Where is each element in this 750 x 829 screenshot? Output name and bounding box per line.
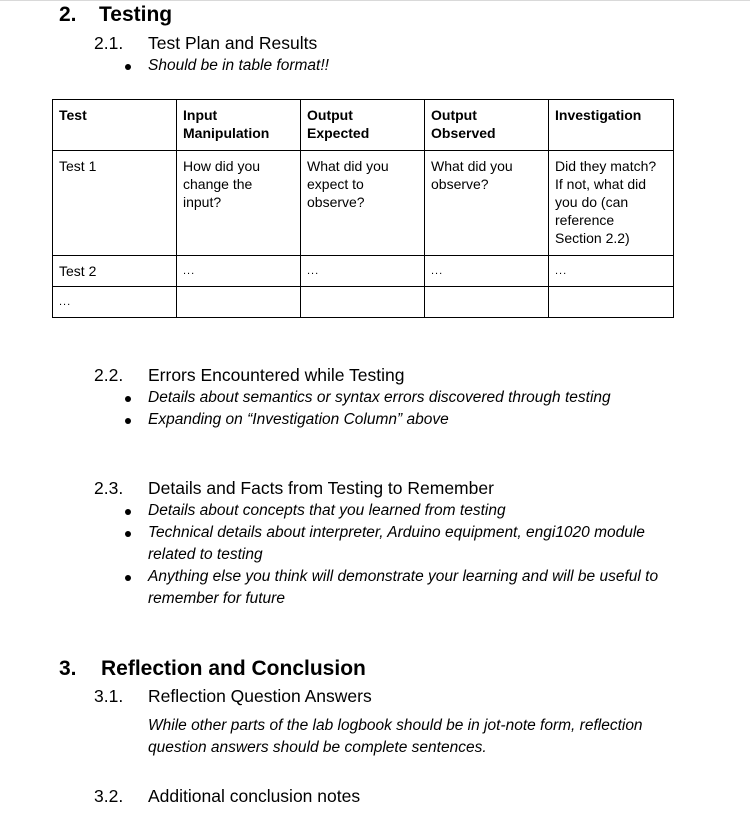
cell-text: ...: [307, 265, 320, 277]
subsection-3-2-title: Additional conclusion notes: [148, 786, 361, 806]
section-2-title: Testing: [99, 3, 173, 26]
bullet-dot: [125, 64, 131, 70]
header-cell-output-expected: [301, 100, 425, 151]
bullet-dot: [125, 575, 131, 581]
cell-text: Test 1: [59, 158, 97, 174]
table-cell: [425, 256, 549, 287]
header-cell-investigation: [549, 100, 674, 151]
header-text: Test: [59, 107, 87, 123]
cell-text: input?: [183, 194, 222, 210]
bullet-concepts: Details about concepts that you learned from testing: [148, 502, 506, 519]
bullet-technical-line-2: related to testing: [148, 546, 263, 563]
table-cell: [549, 256, 674, 287]
cell-text: Test 2: [59, 263, 97, 279]
header-cell-input-manipulation: [177, 100, 301, 151]
subsection-3-1-number: 3.1.: [94, 686, 124, 706]
cell-text: What did you: [431, 158, 513, 174]
table-cell: [177, 287, 301, 318]
reflection-note-line-1: While other parts of the lab logbook should be in jot-note form, reflection: [148, 717, 643, 734]
cell-text: If not, what did: [555, 176, 647, 192]
cell-text: How did you: [183, 158, 261, 174]
cell-text: expect to: [307, 176, 364, 192]
cell-text: What did you: [307, 158, 389, 174]
bullet-errors-details: Details about semantics or syntax errors discovered through testing: [148, 389, 611, 406]
cell-text: Section 2.2): [555, 230, 630, 246]
table-row: [53, 151, 674, 256]
bullet-dot: [125, 396, 131, 402]
table-cell: [53, 256, 177, 287]
cell-text: Did they match?: [555, 158, 657, 174]
cell-text: observe?: [307, 194, 365, 210]
table-cell: [301, 287, 425, 318]
cell-text: change the: [183, 176, 253, 192]
table-cell: [53, 151, 177, 256]
cell-text: ...: [183, 265, 196, 277]
subsection-2-3-number: 2.3.: [94, 478, 124, 498]
table-cell: [549, 287, 674, 318]
table-cell: [425, 151, 549, 256]
table-cell: [53, 287, 177, 318]
table-cell: [301, 151, 425, 256]
table-header-row: [53, 100, 674, 151]
cell-text: observe?: [431, 176, 489, 192]
reflection-note-line-2: question answers should be complete sentences.: [148, 739, 487, 756]
table-cell: [301, 256, 425, 287]
cell-text: ...: [59, 296, 72, 308]
page-top-border: [0, 0, 750, 1]
test-plan-table: [52, 99, 674, 318]
cell-text: you do (can: [555, 194, 629, 210]
header-text: Output: [431, 107, 477, 123]
subsection-2-2-number: 2.2.: [94, 365, 124, 385]
bullet-dot: [125, 509, 131, 515]
cell-text: ...: [431, 265, 444, 277]
bullet-table-format: Should be in table format!!: [148, 57, 329, 74]
bullet-investigation-column: Expanding on “Investigation Column” above: [148, 411, 449, 428]
section-2-number: 2.: [59, 3, 77, 26]
section-3-title: Reflection and Conclusion: [101, 657, 366, 680]
table-cell: [177, 151, 301, 256]
bullet-anything-else-line-1: Anything else you think will demonstrate your learning and will be useful to: [148, 568, 659, 585]
subsection-3-1-title: Reflection Question Answers: [148, 686, 372, 706]
table-cell: [177, 256, 301, 287]
cell-text: reference: [555, 212, 615, 228]
subsection-2-1-number: 2.1.: [94, 33, 124, 53]
subsection-3-2-number: 3.2.: [94, 786, 124, 806]
table-row: [53, 256, 674, 287]
header-text: Expected: [307, 125, 370, 141]
header-text: Input: [183, 107, 218, 123]
header-text: Manipulation: [183, 125, 270, 141]
cell-text: ...: [555, 265, 568, 277]
bullet-technical-line-1: Technical details about interpreter, Arduino equipment, engi1020 module: [148, 524, 645, 541]
section-3-number: 3.: [59, 657, 77, 680]
header-cell-test: [53, 100, 177, 151]
header-text: Observed: [431, 125, 496, 141]
bullet-anything-else-line-2: remember for future: [148, 590, 285, 607]
bullet-dot: [125, 418, 131, 424]
header-cell-output-observed: [425, 100, 549, 151]
header-text: Investigation: [555, 107, 642, 123]
header-text: Output: [307, 107, 353, 123]
table-cell: [425, 287, 549, 318]
subsection-2-3-title: Details and Facts from Testing to Remember: [148, 478, 494, 498]
bullet-dot: [125, 531, 131, 537]
subsection-2-1-title: Test Plan and Results: [148, 33, 318, 53]
table-cell: [549, 151, 674, 256]
table-row: [53, 287, 674, 318]
subsection-2-2-title: Errors Encountered while Testing: [148, 365, 405, 385]
